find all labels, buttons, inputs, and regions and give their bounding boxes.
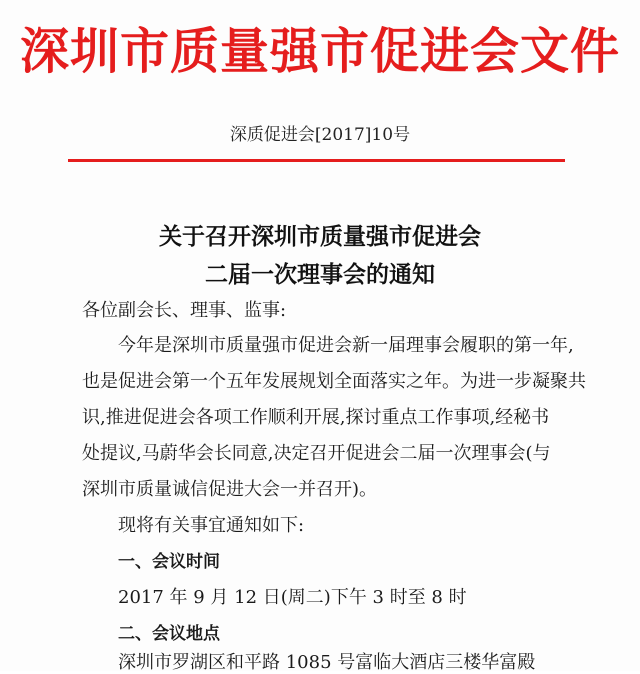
salutation: 各位副会长、理事、监事: <box>82 300 287 321</box>
notice-title-line-2: 二届一次理事会的通知 <box>205 262 435 288</box>
paragraph-1-line-5: 深圳市质量诚信促进大会一并召开)。 <box>82 479 378 500</box>
section-2-heading: 二、会议地点 <box>118 624 220 644</box>
paragraph-1-line-4: 处提议,马蔚华会长同意,决定召开促进会二届一次理事会(与 <box>82 443 551 464</box>
paragraph-1-line-2: 也是促进会第一个五年发展规划全面落实之年。为进一步凝聚共 <box>82 371 586 392</box>
section-2-text: 深圳市罗湖区和平路 1085 号富临大酒店三楼华富殿 <box>118 652 536 673</box>
red-divider-line <box>68 159 565 162</box>
section-1-heading: 一、会议时间 <box>118 552 220 572</box>
document-number: 深质促进会[2017]10号 <box>229 125 411 145</box>
notice-title-line-1: 关于召开深圳市质量强市促进会 <box>159 224 481 250</box>
paragraph-2: 现将有关事宜通知如下: <box>118 515 305 536</box>
paragraph-1-line-1: 今年是深圳市质量强市促进会新一届理事会履职的第一年, <box>118 335 574 356</box>
document-header-title: 深圳市质量强市促进会文件 <box>19 23 620 80</box>
section-1-text: 2017 年 9 月 12 日(周二)下午 3 时至 8 时 <box>118 587 467 608</box>
paragraph-1-line-3: 识,推进促进会各项工作顺利开展,探讨重点工作事项,经秘书 <box>82 407 550 428</box>
